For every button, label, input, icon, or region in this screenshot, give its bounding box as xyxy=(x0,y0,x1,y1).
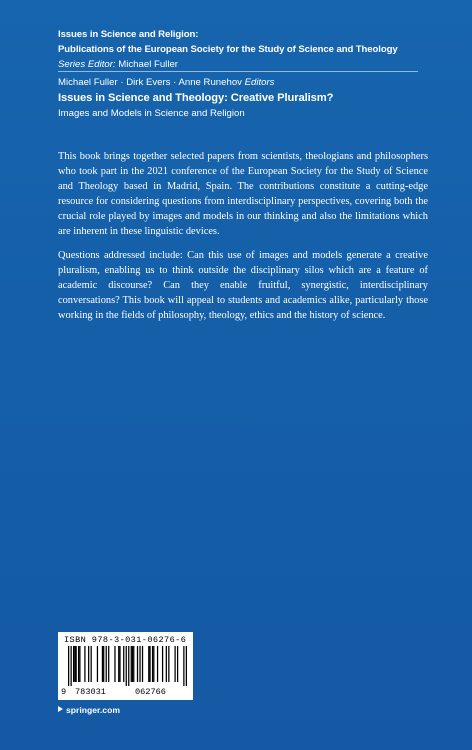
series-editor-label: Series Editor: xyxy=(58,59,116,70)
barcode-bar xyxy=(166,646,167,682)
barcode-bar xyxy=(174,646,175,682)
arrow-right-icon xyxy=(58,706,63,712)
isbn-barcode xyxy=(58,632,193,700)
barcode-bar xyxy=(68,646,69,686)
barcode-bar xyxy=(168,646,169,682)
barcode-bar xyxy=(128,646,129,686)
barcode-bar xyxy=(153,646,154,682)
barcode-bar xyxy=(79,646,80,682)
divider-line xyxy=(58,71,418,72)
publisher-link[interactable] xyxy=(58,705,120,715)
barcode-bar xyxy=(106,646,107,682)
barcode-bar xyxy=(132,646,133,682)
series-editor-name: Michael Fuller xyxy=(118,59,178,70)
book-subtitle: Images and Models in Science and Religion xyxy=(58,108,245,119)
barcode-digits-left: 783031 xyxy=(75,687,106,697)
barcode-bar xyxy=(102,646,103,682)
book-description xyxy=(58,149,428,331)
barcode-bar xyxy=(78,646,79,682)
barcode-bar xyxy=(88,646,89,682)
barcode-bar xyxy=(97,646,98,682)
book-title: Issues in Science and Theology: Creative Pluralism? xyxy=(58,92,334,104)
barcode-bar xyxy=(119,646,120,682)
barcode-bar xyxy=(126,646,127,686)
editor-names: Michael Fuller · Dirk Evers · Anne Runehov xyxy=(58,77,242,88)
barcode-bar xyxy=(149,646,150,682)
series-title-line1: Issues in Science and Religion: xyxy=(58,29,199,40)
barcode-bar xyxy=(103,646,104,682)
barcode-bar xyxy=(142,646,143,682)
barcode-digits-right: 062766 xyxy=(135,687,166,697)
barcode-bar xyxy=(162,646,163,682)
barcode-bar xyxy=(148,646,149,682)
barcode-bar xyxy=(157,646,158,682)
barcode-bar xyxy=(74,646,75,682)
barcode-bar xyxy=(91,646,92,682)
barcode-bar xyxy=(177,646,178,682)
barcode-bar xyxy=(131,646,132,682)
barcode-bar xyxy=(186,646,187,686)
editors-label: Editors xyxy=(244,77,275,88)
barcode-bar xyxy=(133,646,134,682)
barcode-digit-first: 9 xyxy=(61,687,67,697)
barcode-bar xyxy=(76,646,77,682)
book-editors xyxy=(58,75,438,90)
series-info xyxy=(58,27,438,72)
barcode-bar xyxy=(108,646,109,682)
barcode-bar xyxy=(183,646,184,686)
isbn-text: ISBN 978-3-031-06276-6 xyxy=(64,635,187,645)
barcode-bar xyxy=(139,646,140,682)
barcode-bar xyxy=(71,646,72,686)
barcode-bars xyxy=(68,646,187,686)
series-editor xyxy=(58,57,438,72)
barcode-bar xyxy=(114,646,115,682)
description-paragraph-1: This book brings together selected papers from scientists, theologians and philosophers who took part in the 2021 conference of the European Society for the Study of Science and Theology based in Madrid, Spain. The contributions constitute a cutting-edge resource for considering questions from interdisciplinary perspectives, covering both the crucial role played by images and models in our thinking and also the limitations which are inherent in these linguistic devices. xyxy=(58,151,428,238)
barcode-bar xyxy=(73,646,74,682)
book-info xyxy=(58,75,438,121)
barcode-bar xyxy=(123,646,124,682)
description-paragraph-2: Questions addressed include: Can this use of images and models generate a creative pluralism, enabling us to think outside the disciplinary silos which are a feature of academic discourse? Can they enable fruitful, synergistic, interdisciplinary conversations? This book will appeal to students and academics alike, particularly those working in the fields of philosophy, theology, ethics and the history of science. xyxy=(58,249,428,321)
barcode-bar xyxy=(84,646,85,682)
barcode-bar xyxy=(137,646,138,682)
barcode-bar xyxy=(152,646,153,682)
barcode-bar xyxy=(118,646,119,682)
publisher-url: springer.com xyxy=(66,705,120,715)
series-title-line2: Publications of the European Society for the Study of Science and Theology xyxy=(58,44,398,55)
